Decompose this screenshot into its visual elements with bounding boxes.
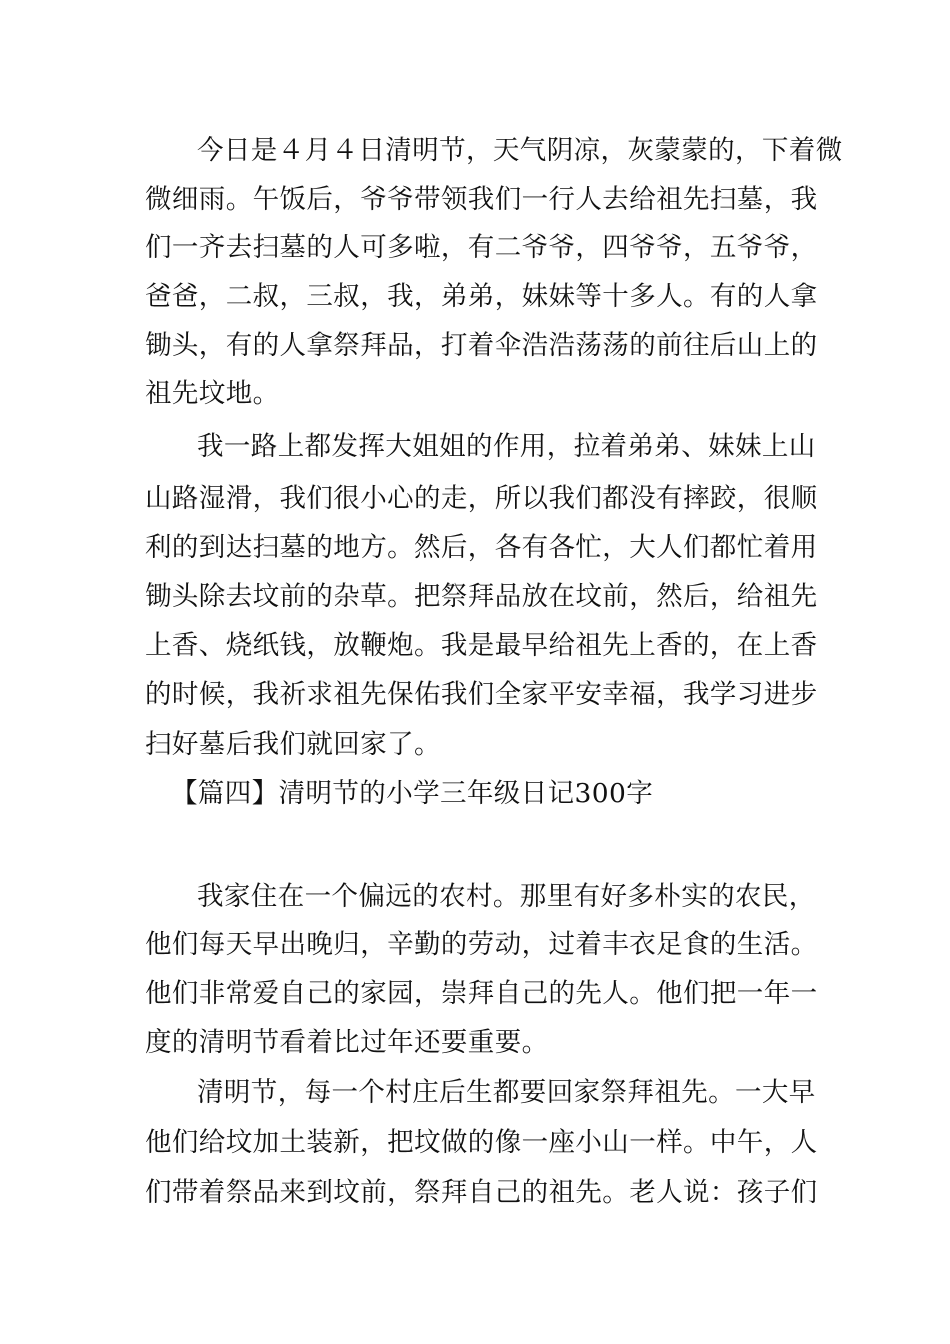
- paragraph-3-line-1: 我家住在一个偏远的农村。那里有好多朴实的农民，: [197, 881, 816, 912]
- paragraph-2-line-2: 山路湿滑，我们很小心的走，所以我们都没有摔跤，很顺: [145, 483, 818, 514]
- section-heading: 【篇四】清明节的小学三年级日记300字: [171, 778, 654, 809]
- paragraph-2-line-5: 上香、烧纸钱，放鞭炮。我是最早给祖先上香的，在上香: [145, 630, 818, 661]
- paragraph-1-line-5: 锄头，有的人拿祭拜品，打着伞浩浩荡荡的前往后山上的: [145, 330, 818, 361]
- paragraph-4-line-2: 他们给坟加土装新，把坟做的像一座小山一样。中午，人: [145, 1127, 818, 1158]
- paragraph-1-line-1: 今日是４月４日清明节，天气阴凉，灰蒙蒙的，下着微: [197, 135, 843, 166]
- paragraph-1-line-6: 祖先坟地。: [145, 378, 280, 409]
- paragraph-2-line-7: 扫好墓后我们就回家了。: [145, 729, 441, 760]
- paragraph-1-line-3: 们一齐去扫墓的人可多啦，有二爷爷，四爷爷，五爷爷，: [145, 232, 818, 263]
- paragraph-2-line-1: 我一路上都发挥大姐姐的作用，拉着弟弟、妹妹上山: [197, 431, 816, 462]
- paragraph-1-line-4: 爸爸，二叔，三叔，我，弟弟，妹妹等十多人。有的人拿: [145, 281, 818, 312]
- paragraph-3-line-2: 他们每天早出晚归，辛勤的劳动，过着丰衣足食的生活。: [145, 929, 818, 960]
- paragraph-3-line-3: 他们非常爱自己的家园，崇拜自己的先人。他们把一年一: [145, 978, 818, 1009]
- paragraph-4-line-1: 清明节，每一个村庄后生都要回家祭拜祖先。一大早: [197, 1077, 816, 1108]
- paragraph-4-line-3: 们带着祭品来到坟前，祭拜自己的祖先。老人说：孩子们: [145, 1177, 818, 1208]
- paragraph-3-line-4: 度的清明节看着比过年还要重要。: [145, 1027, 549, 1058]
- paragraph-2-line-3: 利的到达扫墓的地方。然后，各有各忙，大人们都忙着用: [145, 532, 818, 563]
- paragraph-1-line-2: 微细雨。午饭后，爷爷带领我们一行人去给祖先扫墓，我: [145, 184, 818, 215]
- paragraph-2-line-4: 锄头除去坟前的杂草。把祭拜品放在坟前，然后，给祖先: [145, 581, 818, 612]
- paragraph-2-line-6: 的时候，我祈求祖先保佑我们全家平安幸福，我学习进步: [145, 679, 818, 710]
